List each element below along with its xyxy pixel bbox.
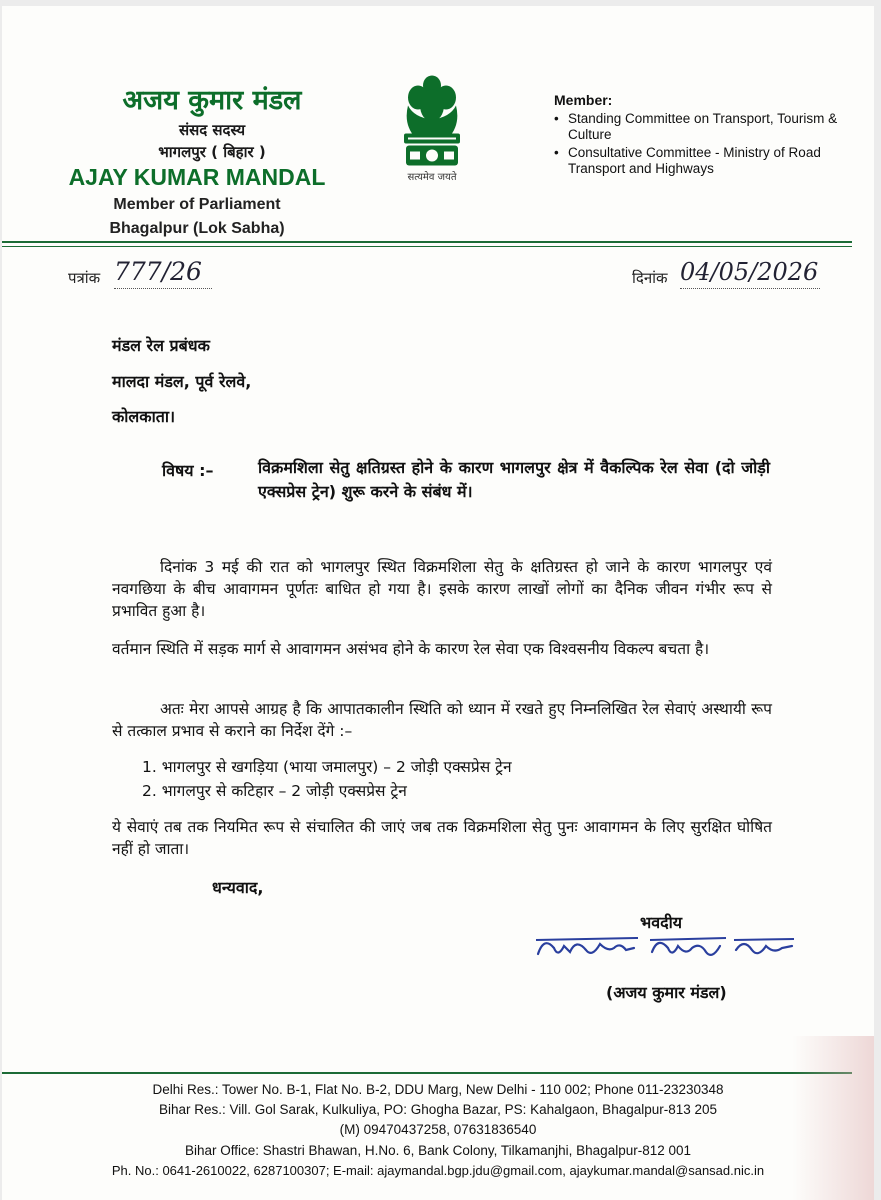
body-paragraph: अतः मेरा आपसे आग्रह है कि आपातकालीन स्थिति को ध्यान में रखते हुए निम्नलिखित रेल सेवाएं अस्थायी रूप से तत्काल प्रभाव से कराने का निर्देश देंगे :– <box>112 700 772 740</box>
bullet-icon: • <box>554 145 559 160</box>
thanks-text: धन्यवाद, <box>212 878 264 897</box>
footer-line: Bihar Res.: Vill. Gol Sarak, Kulkuliya, PO: Ghogha Bazar, PS: Kahalgaon, Bhagalpur-813 205 <box>158 1102 718 1117</box>
footer-line: Ph. No.: 0641-2610022, 6287100307; E-mail: ajaymandal.bgp.jdu@gmail.com, ajaykumar.mandal@sansad.nic.in <box>111 1163 765 1178</box>
footer-line: Delhi Res.: Tower No. B-1, Flat No. B-2, DDU Marg, New Delhi - 110 002; Phone 011-23230348 <box>152 1082 724 1097</box>
english-constituency: Bhagalpur (Lok Sabha) <box>109 220 285 237</box>
body-paragraph: दिनांक 3 मई की रात को भागलपुर स्थित विक्रमशिला सेतु के क्षतिग्रस्त हो जाने के कारण भागलपुर एवं नवगछिया के बीच आवागमन पूर्णतः बाधित हो गया है। इसके कारण लाखों लोगों का दैनिक जीवन गंभीर रूप से प्रभावित हुआ है। <box>112 558 772 620</box>
body-paragraph: ये सेवाएं तब तक नियमित रूप से संचालित की जाएं जब तक विक्रमशिला सेतु पुनः आवागमन के लिए सुरक्षित घोषित नहीं हो जाता। <box>112 818 772 858</box>
footer-line: (M) 09470437258, 07631836540 <box>339 1122 537 1137</box>
letter-date: 04/05/2026 <box>680 256 820 289</box>
addressee-line: मंडल रेल प्रबंधक <box>112 336 210 355</box>
yours-faithfully: भवदीय <box>640 913 683 932</box>
member-title: Member: <box>554 92 613 108</box>
hindi-designation: संसद सदस्य <box>178 121 246 139</box>
subject-label: विषय :– <box>162 461 214 480</box>
list-item: 1. भागलपुर से खगड़िया (भाया जमालपुर) – 2 जोड़ी एक्सप्रेस ट्रेन <box>142 758 512 776</box>
hindi-constituency: भागलपुर ( बिहार ) <box>158 143 266 161</box>
letter-page <box>2 6 874 1200</box>
signatory-name: (अजय कुमार मंडल) <box>606 983 727 1002</box>
addressee-line: कोलकाता। <box>112 407 176 426</box>
membership-item: • Standing Committee on Transport, Tourism & Culture <box>554 111 838 142</box>
list-item: 2. भागलपुर से कटिहार – 2 जोड़ी एक्सप्रेस ट्रेन <box>142 782 407 800</box>
reference-number: 777/26 <box>114 256 212 289</box>
membership-item: • Consultative Committee - Ministry of Road Transport and Highways <box>554 145 821 176</box>
header-divider <box>2 241 852 243</box>
bullet-icon: • <box>554 111 559 126</box>
body-paragraph: वर्तमान स्थिति में सड़क मार्ग से आवागमन असंभव होने के कारण रेल सेवा एक विश्वसनीय विकल्प बचता है। <box>112 640 710 658</box>
reference-label: पत्रांक <box>68 269 101 287</box>
hindi-name: अजय कुमार मंडल <box>122 85 302 116</box>
addressee-line: मालदा मंडल, पूर्व रेलवे, <box>112 372 252 391</box>
header-divider-thin <box>2 246 852 247</box>
membership-list <box>554 111 868 179</box>
english-name: AJAY KUMAR MANDAL <box>68 164 326 190</box>
date-label: दिनांक <box>632 269 668 287</box>
footer-divider <box>2 1072 852 1074</box>
handwritten-signature <box>530 918 800 978</box>
paper-stain <box>792 1036 874 1200</box>
emblem-motto: सत्यमेव जयते <box>407 172 457 183</box>
subject-text: विक्रमशिला सेतु क्षतिग्रस्त होने के कारण भागलपुर क्षेत्र में वैकल्पिक रेल सेवा (दो जोड़ी एक्सप्रेस ट्रेन) शुरू करने के संबंध में। <box>258 458 770 501</box>
english-designation: Member of Parliament <box>113 196 281 213</box>
footer-line: Bihar Office: Shastri Bhawan, H.No. 6, Bank Colony, Tilkamanjhi, Bhagalpur-812 001 <box>184 1143 692 1158</box>
